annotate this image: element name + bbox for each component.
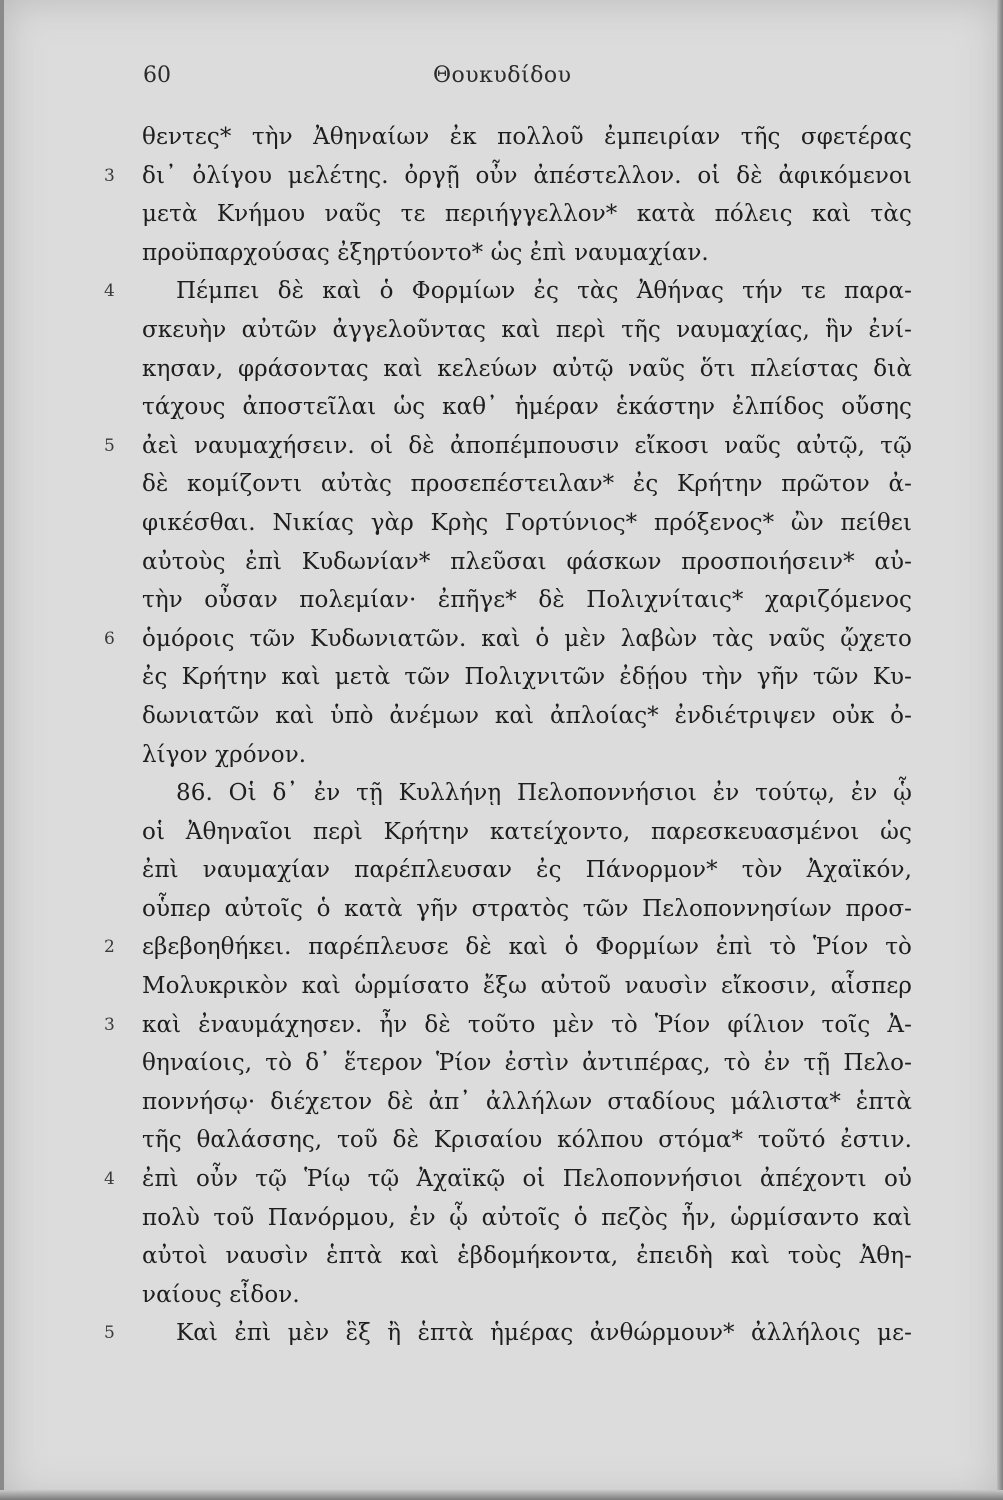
line-text: ποννήσῳ· διέχετον δὲ ἀπ᾿ ἀλλήλων σταδίους μάλιστα* ἑπτὰ — [142, 1088, 912, 1115]
text-line — [104, 1160, 924, 1199]
section-number: 3 — [104, 1014, 115, 1035]
line-text: λίγον χρόνον. — [142, 741, 307, 768]
line-text: οἱ Ἀθηναῖοι περὶ Κρήτην κατείχοντο, παρεσκευασμένοι ὡς — [142, 818, 912, 845]
section-number: 3 — [104, 165, 115, 186]
line-text: θεντες* τὴν Ἀθηναίων ἐκ πολλοῦ ἐμπειρίαν τῆς σφετέρας — [142, 124, 912, 150]
line-text: τὴν οὖσαν πολεμίαν· ἐπῆγε* δὲ Πολιχνίταις* χαριζόμενος — [142, 587, 912, 614]
text-line — [104, 311, 924, 350]
text-line — [104, 928, 924, 967]
line-text: ἐπὶ ναυμαχίαν παρέπλευσαν ἐς Πάνορμον* τὸν Ἀχαϊκόν, — [142, 857, 912, 884]
line-text: τῆς θαλάσσης, τοῦ δὲ Κρισαίου κόλπου στόμα* τοῦτό ἐστιν. — [142, 1127, 912, 1154]
page-header — [143, 63, 913, 97]
line-text: φικέσθαι. Νικίας γὰρ Κρὴς Γορτύνιος* πρόξενος* ὢν πείθει — [142, 509, 912, 536]
section-number: 5 — [104, 1323, 115, 1344]
text-line — [104, 658, 924, 697]
line-text: οὗπερ αὐτοῖς ὁ κατὰ γῆν στρατὸς τῶν Πελοποννησίων προσ- — [142, 895, 912, 922]
page-number: 60 — [143, 63, 171, 88]
text-line — [104, 774, 924, 813]
line-text: κησαν, φράσοντας καὶ κελεύων αὐτῷ ναῦς ὅτι πλείστας διὰ — [142, 355, 912, 382]
text-line — [104, 234, 924, 273]
line-text: ὁμόροις τῶν Κυδωνιατῶν. καὶ ὁ μὲν λαβὼν τὰς ναῦς ᾤχετο — [142, 625, 912, 652]
text-line — [104, 1121, 924, 1160]
page-edge-bottom — [0, 1490, 1003, 1500]
section-number: 4 — [104, 281, 115, 302]
running-title: Θουκυδίδου — [433, 63, 572, 88]
line-text: σκευὴν αὐτῶν ἀγγελοῦντας καὶ περὶ τῆς ναυμαχίας, ἣν ἐνί- — [142, 316, 912, 343]
text-line — [104, 890, 924, 929]
text-line — [104, 118, 924, 157]
text-line — [104, 427, 924, 466]
line-text: ἐπὶ οὖν τῷ Ῥίῳ τῷ Ἀχαϊκῷ οἱ Πελοποννήσιοι ἀπέχοντι οὐ — [142, 1166, 912, 1193]
text-line — [104, 1276, 924, 1315]
line-text: θηναίοις, τὸ δ᾿ ἕτερον Ῥίον ἐστὶν ἀντιπέρας, τὸ ἐν τῇ Πελο- — [142, 1050, 912, 1077]
section-number: 6 — [104, 628, 115, 649]
line-text: Καὶ ἐπὶ μὲν ἓξ ἢ ἑπτὰ ἡμέρας ἀνθώρμουν* ἀλλήλοις με- — [176, 1320, 912, 1347]
section-number: 4 — [104, 1169, 115, 1190]
text-line — [104, 967, 924, 1006]
line-text: προϋπαρχούσας ἐξηρτύοντο* ὡς ἐπὶ ναυμαχίαν. — [142, 239, 709, 266]
text-line — [104, 388, 924, 427]
text-line — [104, 736, 924, 775]
text-line — [104, 1006, 924, 1045]
book-page — [4, 0, 999, 1500]
body-text — [104, 118, 924, 1353]
text-line — [104, 195, 924, 234]
text-line — [104, 1237, 924, 1276]
line-text: αὐτοὺς ἐπὶ Κυδωνίαν* πλεῦσαι φάσκων προσποιήσειν* αὐ- — [142, 548, 912, 575]
line-text: δι᾿ ὀλίγου μελέτης. ὀργῇ οὖν ἀπέστελλον. οἱ δὲ ἀφικόμενοι — [142, 162, 912, 189]
section-number: 2 — [104, 937, 115, 958]
text-line — [104, 1083, 924, 1122]
line-text: ναίους εἶδον. — [142, 1281, 300, 1308]
text-line — [104, 851, 924, 890]
line-text: δωνιατῶν καὶ ὑπὸ ἀνέμων καὶ ἀπλοίας* ἐνδιέτριψεν οὐκ ὀ- — [142, 702, 912, 729]
line-text: Πέμπει δὲ καὶ ὁ Φορμίων ἐς τὰς Ἀθήνας τήν τε παρα- — [176, 278, 912, 305]
line-text: τάχους ἀποστεῖλαι ὡς καθ᾿ ἡμέραν ἑκάστην ἐλπίδος οὔσης — [142, 394, 912, 421]
text-line — [104, 543, 924, 582]
text-line — [104, 697, 924, 736]
line-text: αὐτοὶ ναυσὶν ἑπτὰ καὶ ἑβδομήκοντα, ἐπειδὴ καὶ τοὺς Ἀθη- — [142, 1243, 912, 1270]
text-line — [104, 157, 924, 196]
line-text: πολὺ τοῦ Πανόρμου, ἐν ᾧ αὐτοῖς ὁ πεζὸς ἦν, ὡρμίσαντο καὶ — [142, 1204, 912, 1231]
line-text: καὶ ἐναυμάχησεν. ἦν δὲ τοῦτο μὲν τὸ Ῥίον φίλιον τοῖς Ἀ- — [142, 1011, 912, 1038]
section-number: 5 — [104, 435, 115, 456]
line-text: ἐς Κρήτην καὶ μετὰ τῶν Πολιχνιτῶν ἐδῄου τὴν γῆν τῶν Κυ- — [142, 664, 912, 691]
text-line — [104, 465, 924, 504]
chapter-start-line: 86. Οἱ δ᾿ ἐν τῇ Κυλλήνῃ Πελοποννήσιοι ἐν τούτῳ, ἐν ᾧ — [176, 780, 912, 807]
text-line — [104, 581, 924, 620]
line-text: Μολυκρικὸν καὶ ὡρμίσατο ἔξω αὐτοῦ ναυσὶν εἴκοσιν, αἷσπερ — [142, 973, 912, 1000]
line-text: δὲ κομίζοντι αὐτὰς προσεπέστειλαν* ἐς Κρήτην πρῶτον ἀ- — [142, 471, 912, 498]
text-line — [104, 350, 924, 389]
text-line — [104, 620, 924, 659]
text-line — [104, 1314, 924, 1353]
line-text: μετὰ Κνήμου ναῦς τε περιήγγελλον* κατὰ πόλεις καὶ τὰς — [142, 201, 912, 228]
text-line — [104, 1044, 924, 1083]
text-line — [104, 1199, 924, 1238]
text-line — [104, 813, 924, 852]
page-edge-right — [997, 0, 1003, 1500]
text-line — [104, 504, 924, 543]
line-text: εβεβοηθήκει. παρέπλευσε δὲ καὶ ὁ Φορμίων ἐπὶ τὸ Ῥίον τὸ — [142, 934, 912, 961]
text-line — [104, 272, 924, 311]
line-text: ἀεὶ ναυμαχήσειν. οἱ δὲ ἀποπέμπουσιν εἴκοσι ναῦς αὐτῷ, τῷ — [142, 432, 912, 459]
